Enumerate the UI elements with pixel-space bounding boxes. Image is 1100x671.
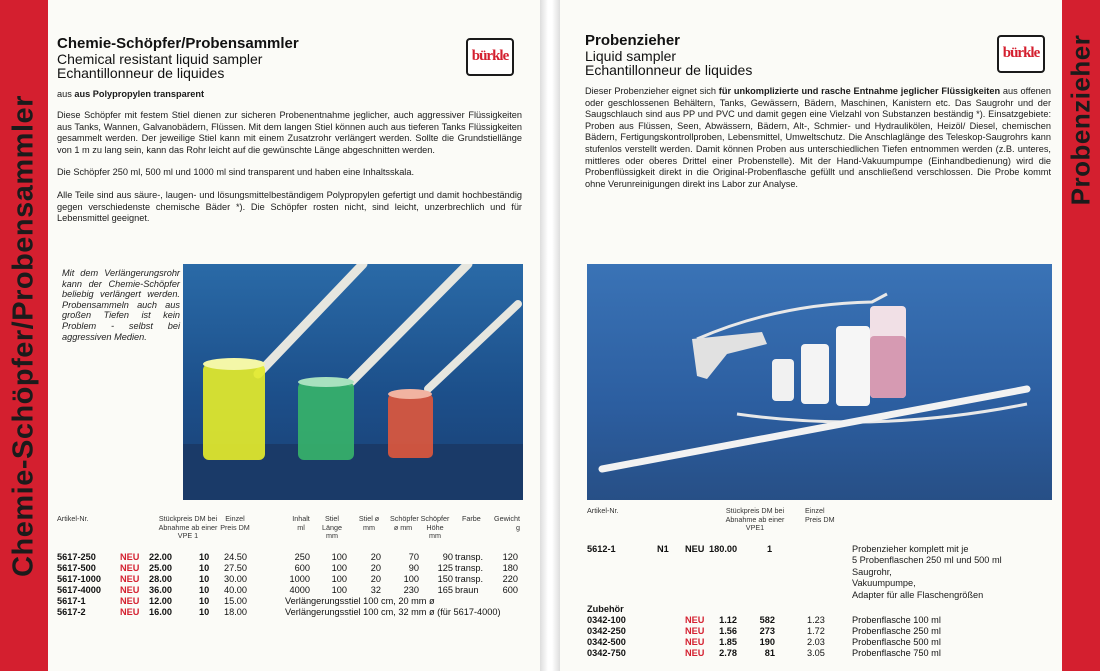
th-einzel: Einzel Preis DM (220, 514, 250, 532)
table-row: 5612-1 N1 NEU 180.00 1 (587, 544, 773, 554)
th-inhalt: Inhalt ml (292, 514, 310, 532)
left-title-de: Chemie-Schöpfer/Probensammler (57, 35, 299, 52)
logo-text: bürkle (1002, 45, 1040, 61)
th-schoepfer-h: Schöpfer Höhe mm (420, 514, 450, 541)
table-row: 0342-100 NEU 1.12 582 1.23 Probenflasche 100 ml (587, 615, 941, 625)
th-einzel-right: Einzel Preis DM (805, 506, 835, 524)
material-text: aus Polypropylen transparent (74, 89, 205, 99)
sampler-illustration (587, 264, 1052, 500)
buerkle-logo-left (466, 38, 514, 76)
left-paragraph-1: Diese Schöpfer mit festem Stiel dienen zur sicheren Probenentnahme jeglicher, auch aggressiver Flüssigkeiten aus Tanks, Wannen, Galvanobädern, Flüssen. Mit dem langen Stiel können auch aus tieferen Tanks Flüssigkeiten gesammelt werden. Der jeweilige Stiel kann mit einem Zusatzrohr verlängert werden. Sollte die Grundstiellänge von 1 m zu lang sein, kann das Rohr leicht auf die gewünschte Länge abgeschnitten werden. (57, 110, 522, 155)
left-band-text: Chemie-Schöpfer/Probensammler (7, 94, 40, 577)
th-stueckpreis: Stückpreis DM bei Abnahme ab einer VPE 1 (158, 514, 218, 541)
material-line: aus aus Polypropylen transparent (57, 89, 205, 99)
right-title-en: Liquid sampler (585, 48, 677, 64)
th-stiel-laenge: Stiel Länge mm (322, 514, 342, 541)
th-stueckpreis-right: Stückpreis DM bei Abnahme ab einer VPE1 (725, 506, 785, 533)
table-row: 5617-2 NEU 16.00 10 18.00 Verlängerungsstiel 100 cm, 32 mm ø (für 5617-4000) (57, 607, 501, 617)
table-row: 0342-500 NEU 1.85 190 2.03 Probenflasche 500 ml (587, 637, 941, 647)
table-row: 5617-500 NEU 25.00 10 27.50 600 100 20 90 125 transp. 180 (57, 563, 518, 573)
zubehoer-label: Zubehör (587, 604, 624, 614)
th-farbe: Farbe (462, 514, 481, 523)
left-page (0, 0, 540, 671)
buerkle-logo-right (997, 35, 1045, 73)
left-title-fr: Echantillonneur de liquides (57, 65, 225, 81)
th-gewicht: Gewicht g (494, 514, 520, 532)
table-row: 5617-1 NEU 12.00 10 15.00 Verlängerungsstiel 100 cm, 20 mm ø (57, 596, 435, 606)
left-paragraph-3: Alle Teile sind aus säure-, laugen- und lösungsmittelbeständigem Polypropylen gefertigt und damit hochbeständig gegen verschiedenste chemische Bäder *). Die Schöpfer rosten nicht, sind leicht, unzerbrechlich und für Lebensmittel geeignet. (57, 189, 522, 224)
sampler-product-photo (587, 264, 1052, 500)
th-stiel: Stiel ø mm (358, 514, 380, 532)
left-title-block (57, 36, 457, 80)
right-title-block (585, 33, 965, 77)
left-title-en: Chemical resistant liquid sampler (57, 51, 263, 67)
table-row: 5617-250 NEU 22.00 10 24.50 250 100 20 70 90 transp. 120 (57, 552, 518, 562)
beaker-product-photo (183, 264, 523, 500)
table-row: 0342-750 NEU 2.78 81 3.05 Probenflasche 750 ml (587, 648, 941, 658)
right-side-band (1062, 0, 1100, 671)
page-gutter (540, 0, 560, 671)
left-paragraph-2: Die Schöpfer 250 ml, 500 ml und 1000 ml sind transparent und haben eine Inhaltsskala. (57, 167, 415, 178)
table-row: 0342-250 NEU 1.56 273 1.72 Probenflasche 250 ml (587, 626, 941, 636)
th-schoepfer-d: Schöpfer ø mm (390, 514, 419, 532)
table-row: 5617-4000 NEU 36.00 10 40.00 4000 100 32 230 165 braun 600 (57, 585, 518, 595)
beaker-illustration (183, 264, 523, 500)
th-artikel-right: Artikel-Nr. (587, 506, 619, 515)
right-band-text: Probenzieher (1065, 34, 1096, 206)
right-title-de: Probenzieher (585, 32, 681, 49)
right-description: Dieser Probenzieher eignet sich für unkomplizierte und rasche Entnahme jeglicher Flüssigkeiten aus offenen oder geschlossenen Behältern, Tanks, Gewässern, Bädern, Maschinen, Kanistern etc. Das Saugrohr und der Saugschlauch sind aus PP und PVC und damit gegen eine Vielzahl von Substanzen beständig *). Einsatzgebiete: Proben aus Flüssen, Seen, Abwässern, Bädern, Alt-, Schmier- und Hydraulikölen, Heizöl/ Diesel, chemischen Bädern, Fertigungskontrollproben, Lebensmittel, Umweltschutz. Die Anschlaglänge des Teleskop-Saugrohrs kann stufenlos verstellt werden. Damit können Proben aus unterschiedlichen Tiefen entnommen werden (z.B. unteres, mittleres oder oberes Drittel einer Probenstelle). Mit der Hand-Vakuumpumpe (Einhandbedienung) wird die Probenflüssigkeit direkt in die Original-Probenflasche gefüllt und anschließend verschlossen. Die Probe kommt ohne Verunreinigungen direkt ins Labor zur Analyse. (585, 86, 1052, 189)
left-side-band (0, 0, 48, 671)
th-artikel: Artikel-Nr. (57, 514, 89, 523)
table-row: 5617-1000 NEU 28.00 10 30.00 1000 100 20 100 150 transp. 220 (57, 574, 518, 584)
photo-caption-left: Mit dem Verlängerungsrohr kann der Chemie-Schöpfer beliebig verlängert werden. Probensammeln auch aus großen Tiefen ist kein Problem - selbst bei aggressiven Medien. (62, 268, 180, 342)
logo-text: bürkle (471, 48, 509, 64)
left-description (57, 110, 522, 236)
right-title-fr: Echantillonneur de liquides (585, 62, 753, 78)
product-description-list: Probenzieher komplett mit je 5 Probenflaschen 250 ml und 500 ml Saugrohr, Vakuumpumpe, Adapter für alle Flaschengrößen (852, 544, 1002, 600)
